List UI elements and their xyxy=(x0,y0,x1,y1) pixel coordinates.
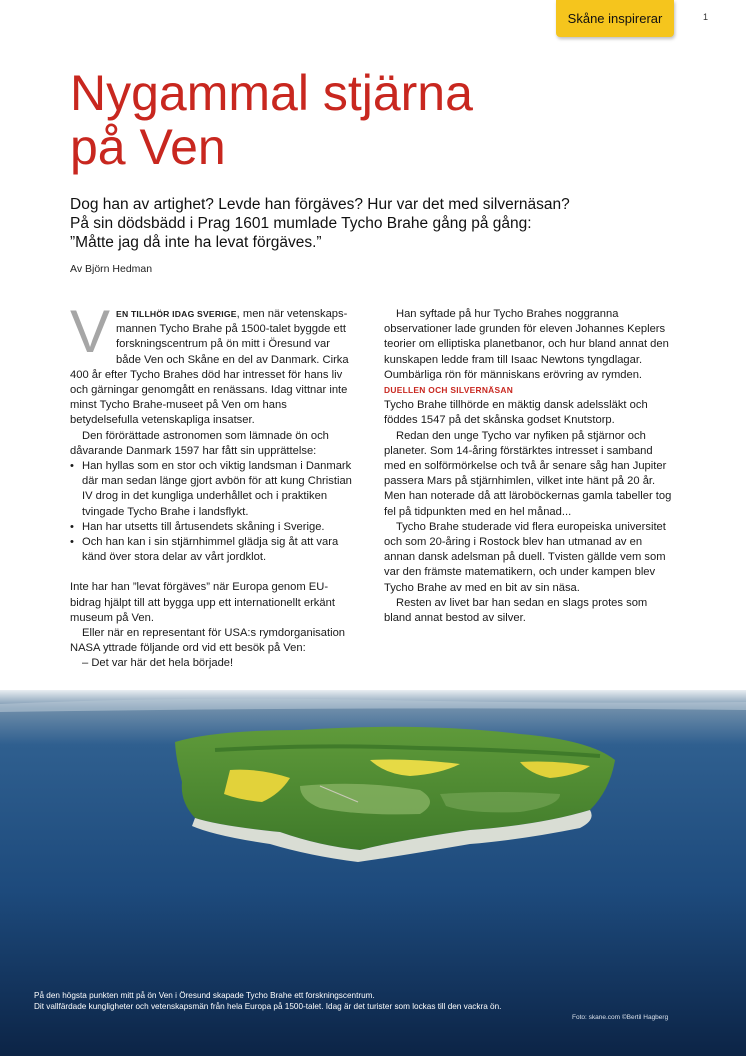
page-number: 1 xyxy=(703,12,709,22)
body-text: , men när vetenskaps-mannen Tycho Brahe på 1500-talet byggde ett forskningscentrum på ön mitt i Öresund var både Ven och Skåne en del av Danmark. Cirka 400 år efter Tycho Brahes död har intresset för hans liv och gärningar genomgått en renässans. Idag vittnar inte minst Tycho Brahe-museet på Ven om hans betydelsefulla vetenskapliga insatser. xyxy=(70,308,349,427)
paragraph-gap xyxy=(70,565,352,580)
body-paragraph: Tycho Brahe tillhörde en mäktig dansk adelssläkt och föddes 1547 på det skånska godset Knutstorp. xyxy=(384,399,648,427)
bullet-item: • Han har utsetts till årtusendets skåning i Sverige. xyxy=(70,520,352,535)
body-paragraph: – Det var här det hela började! xyxy=(82,657,234,670)
title-line: Nygammal stjärna xyxy=(70,65,473,121)
photo-credit: Foto: skane.com ©Bertil Hagberg xyxy=(572,1014,669,1021)
section-tab: Skåne inspirerar xyxy=(556,0,674,37)
lead-line: ”Måtte jag då inte ha levat förgäves.” xyxy=(70,234,322,251)
article-title xyxy=(70,66,630,174)
photo-caption xyxy=(34,990,501,1012)
caption-line: Dit vallfärdade kungligheter och vetenskapsmän från hela Europa på 1500-talet. Idag är det turister som lockas till den vackra ön. xyxy=(34,1002,502,1011)
byline: Av Björn Hedman xyxy=(70,263,153,275)
bullet-item: • Han hyllas som en stor och viktig landsman i Danmark där man sedan länge gjort avbön för att kung Christian IV drog in det kungliga underhållet och i praktiken tvingade Tycho Brahe i landsflykt. xyxy=(70,459,352,520)
body-paragraph: Inte har han ”levat förgäves” när Europa genom EU-bidrag hjälpt till att bygga upp ett internationellt erkänt museum på Ven. xyxy=(70,581,335,624)
body-paragraph xyxy=(70,298,352,429)
drop-cap: V xyxy=(70,298,111,365)
lead-line: Dog han av artighet? Levde han förgäves? Hur var det med silvernäsan? xyxy=(70,196,570,213)
body-paragraph: Han syftade på hur Tycho Brahes noggranna observationer lade grunden för eleven Johannes Keplers teorier om elliptiska planetbanor, och hur bland annat den kunskapen ledde fram till Isaac Newtons tyngdlagar. Oumbärliga rön för människans erövring av rymden. xyxy=(384,308,669,381)
body-paragraph: Redan den unge Tycho var nyfiken på stjärnor och planeter. Som 14-åring förstärktes intresset i samband med en solförmörkelse och två år senare såg han Jupiter passera Mars på stjärnhimlen, vilket inte hänt på 20 år. Men han noterade då att läroböckernas gamla tabeller tog fel på tidpunkten med en hel månad... xyxy=(384,429,672,518)
body-paragraph: Tycho Brahe studerade vid flera europeiska universitet och som 20-åring i Rostock blev han utmanad av en annan dansk adelsman på duell. Tvisten gällde vem som var den främste matematikern, och under kampen blev Tycho Brahe av med en bit av sin näsa. xyxy=(384,520,666,594)
opening-smallcaps: EN TILLHÖR IDAG SVERIGE xyxy=(116,309,237,319)
lead-paragraph xyxy=(70,195,670,252)
caption-line: På den högsta punkten mitt på ön Ven i Öresund skapade Tycho Brahe ett forskningscentrum. xyxy=(34,991,375,1000)
bullet-item: • Och han kan i sin stjärnhimmel glädja sig åt att vara känd över stora delar av vårt jordklot. xyxy=(70,535,352,565)
title-line: på Ven xyxy=(70,119,226,175)
body-paragraph: Resten av livet bar han sedan en slags protes som bland annat bestod av silver. xyxy=(384,596,648,625)
bullet-list xyxy=(70,459,352,565)
body-column-right xyxy=(384,307,674,626)
body-paragraph: Den förörättade astronomen som lämnade ön och dåvarande Danmark 1597 har fått sin upprättelse: xyxy=(70,429,329,457)
section-subheading: DUELLEN OCH SILVERNÄSAN xyxy=(384,385,514,396)
lead-line: På sin dödsbädd i Prag 1601 mumlade Tycho Brahe gång på gång: xyxy=(70,215,532,232)
body-paragraph: Eller när en representant för USA:s rymdorganisation NASA yttrade följande ord vid ett besök på Ven: xyxy=(70,627,346,655)
body-column-left xyxy=(70,298,352,672)
